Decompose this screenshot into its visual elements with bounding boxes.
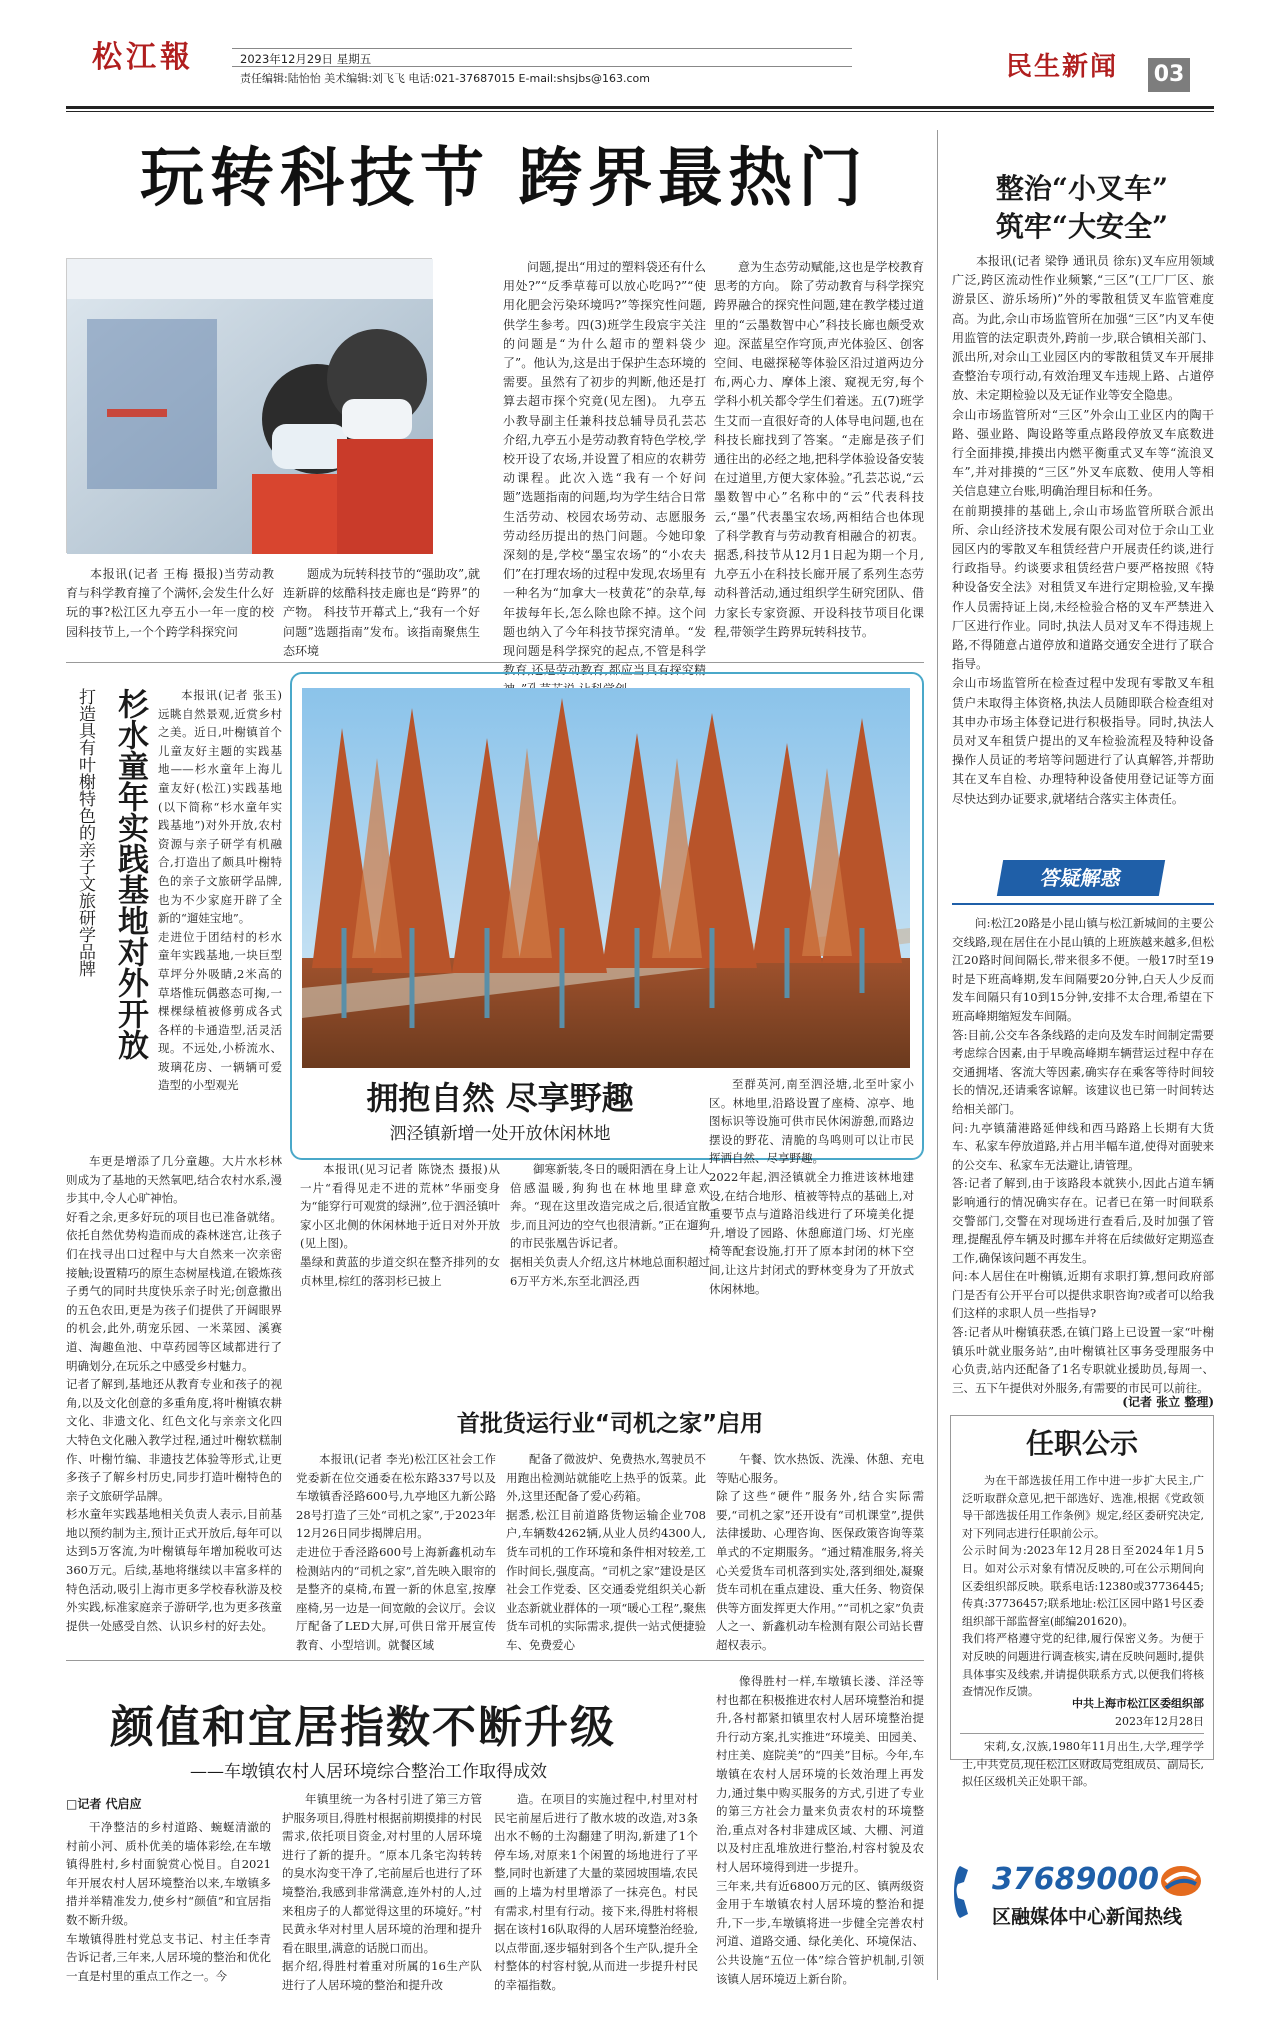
lead-col-2: 题成为玩转科技节的“强助攻”,就连新辟的炫酷科技走廊也是“跨界”的产物。 科技节开幕式上,“我有一个好问题”选题指南”发布。该指南聚焦生态环境 <box>283 567 480 658</box>
page-number: 03 <box>1148 58 1190 92</box>
forest-photo <box>302 688 910 1068</box>
nature-headline: 拥抱自然 尽享野趣 <box>366 1079 634 1117</box>
driver-headline: 首批货运行业“司机之家”启用 <box>456 1411 764 1437</box>
lead-col-3: 问题,提出“用过的塑料袋还有什么用处?”“反季草莓可以放心吃吗?”“使用化肥会污染环境吗?”等探究性问题,供学生参考。四(3)班学生段宸宇关注的问题是“为什么超市的塑料袋少了”。他认为,这是出于保护生态环境的需要。虽然有了初步的判断,他还是打算去超市探个究竟(见左图)。 九亭五小教导副主任兼科技总辅导员孔芸芯介绍,九亭五小是劳动教育特色学校,学校开设了农场,并设置了相应的农耕劳动课程。此次入选“我有一个好问题”选题指南的问题,均为学生结合日常生活劳动、校园农场劳动、志愿服务劳动经历提出的热门问题。今她印象深刻的是,学校“墨宝农场”的“小农夫们”在打理农场的过程中发现,农场里有一种名为“加拿大一枝黄花”的杂草,每年拔每年长,怎么除也除不掉。这个问题也纳入了今年科技节探究清单。“发现问题是科学探究的起点,不管是科学教育,还是劳动教育,都应当具有探究精 <box>503 260 706 678</box>
notice-body: 为在干部选拔任用工作中进一步扩大民主,广泛听取群众意见,把干部选好、选准,根据《党政领导干部选拔任用工作条例》规定,经区委研究决定,对下列同志进行任职前公示。 公示时间为:2023年12月28日至2024年1月5日。如对公示对象有情况反映的,可在公示期间向区委组织部反映。联系电话:12380或37736445;传真:37736457;联系地址:松江区园中路1号区委组织部干部监督室(邮编201620)。 我们将严格遵守党的纪律,履行保密义务。为便于对反映的问题进行调查核实,请在反映问题时,提供具体事实及线索,并请提供联系方式,以便我们将核查情况作反馈。 <box>962 1474 1204 1699</box>
lead-photo <box>66 258 432 553</box>
village-subtitle: ——车墩镇农村人居环境综合整治工作取得成效 <box>190 1762 547 1782</box>
village-col-3: 造。在项目的实施过程中,村里对村民宅前屋后进行了散水坡的改造,对3条出水不畅的土沟翻建了明沟,新建了1个停车场,对原来1个闲置的场地进行了平整,同时也新建了大量的菜园坡围墙,农民画的上墙为村里增添了一抹亮色。村民有需求,村里有行动。接下来,得胜村将根据在该村16队取得的人居环境整治经验,以点带面,逐步辐射到各个生产队,提升全村整体的村容村貌,从而进一步提升村民的幸福指数。 <box>494 1792 698 1992</box>
media-logo-icon <box>1160 1864 1202 1898</box>
nature-col-right: 至群英河,南至泗泾塘,北至叶家小区。林地里,沿路设置了座椅、凉亭、地图标识等设施可供市民休闲游憩,而路边摆设的野花、清脆的鸟鸣则可以让市民挥洒自然、尽享野趣。 2022年起,泗泾镇就全力推进该林地建设,在结合地形、植被等特点的基础上,对重要节点与道路沿线进行了环境美化提升,增设了园路、休憩廊道门场、灯光座椅等配套设施,打开了原本封闭的林下空间,让这片封闭式的野林变身为了开放式休闲林地。 <box>709 1077 914 1296</box>
kids-col-wide: 车更是增添了几分童趣。大片水杉林则成为了基地的天然氧吧,结合农村水系,漫步其中,令人心旷神怡。 好看之余,更多好玩的项目也已准备就绪。依托自然优势构造而成的森林迷宫,让孩子们在找寻出口过程中与大自然来一次亲密接触;设置精巧的原生态树屋栈道,在锻炼孩子勇气的同时共度快乐亲子时光;创意撒出的五色农田,更是为孩子们提供了开阔眼界的机会,此外,萌宠乐园、一米菜园、溪赛道、淘趣鱼池、中草药园等区域都进行了明确划分,在玩乐之中感受乡村魅力。 记者了解到,基地还从教育专业和孩子的视角,以及文化创意的多重角度,将叶榭镇农耕文化、非遗文化、红色文化与亲亲文化四大特色文化融入教学过程,通过叶榭软糕制作、叶榭竹编、非遗技艺体验等形式,让更多孩子了解乡村历史,同步打造叶榭特色的亲子文旅研学品牌。 杉水童年实践基地相关负责人表示,目前基地以预约制为主,预计正式开放后,每年可以达到5万客流,为叶榭镇每年增加税收可达360万元。后续,基地将继续以丰富多样的特色活动,吸引上海市更多学校春秋游及校外实践,标准家庭亲子游研学,也为更多孩童提供一处感受自然、认识乡村的好去处。 <box>66 1154 282 1633</box>
village-byline: □记者 代启应 <box>66 1797 142 1811</box>
issue-date: 2023年12月29日 星期五 <box>240 52 372 66</box>
section-name: 民生新闻 <box>1006 52 1119 82</box>
notice-org: 中共上海市松江区委组织部 <box>1072 1697 1204 1710</box>
kids-col-narrow: 本报讯(记者 张玉)远眺自然景观,近赏乡村之美。近日,叶榭镇首个儿童友好主题的实践基地——杉水童年上海儿童友好(松江)实践基地(以下简称“杉水童年实践基地”)对外开放,农村资源与亲子研学有机融合,打造出了颇具叶榭特色的亲子文旅研学品牌,也为不少家庭开辟了全新的“遛娃宝地”。 走进位于团结村的杉水童年实践基地,一块巨型草坪分外吸睛,2米高的草塔惟玩偶憨态可掬,一棵棵绿植被修剪成各式各样的卡通造型,活灵活现。不远处,小桥流水、玻璃花房、一辆辆可爱造型的小型观光 <box>158 688 282 1093</box>
notice-person: 宋莉,女,汉族,1980年11月出生,大学,理学学士,中共党员,现任松江区财政局党组成员、副局长,拟任区级机关正处职干部。 <box>962 1740 1204 1789</box>
forklift-article: 本报讯(记者 梁铮 通讯员 徐东)叉车应用领域广泛,跨区流动性作业频繁,“三区”(工厂厂区、旅游景区、游乐场所)”外的零散租赁叉车监管难度高。为此,佘山市场监管所在加强“三区”内叉车使用监管的法定职责外,跨前一步,联合镇相关部门、派出所,对佘山工业园区内的零散租赁叉车开展排查整治专项行动,有效治理叉车违规上路、占道停放、未定期检验以及无证作业等安全隐患。 佘山市场监管所对“三区”外佘山工业区内的陶干路、强业路、陶设路等重点路段停放叉车底数进行全面排摸,排摸出内燃平衡重式叉车等“流浪叉车”,并对排摸的“三区”外叉车底数、使用人等相关信息建立台账,明确治理目标和任务。 在前期摸排的基础上,佘山市场监管所联合派出所、佘山经济技术发展有限公司对位于佘山工业园区内的零散叉车租赁经营户开展责任约谈,进行行政指导。约谈要求租赁经营户要严格按照《特种设备安全法》对租赁叉车进行定期检验,叉车操作人员需持证上岗,未经检验合格的叉车严禁进入厂区进行作业。同时,执法人员对叉车不得违规上路,不得随意占道停放和道路交通安全进行了联合指导。 佘山市场监管所在检查过程中发现有零散叉车租赁户未取得主体资格,执法人员随即联合检查组对其申办市场主体登记进行积极指导。同时,执法人员对叉车租赁户提出的叉车检验流程及特种设备操作人员证的考培等问题进行了认真解答,并帮助其在叉车自检、办理特种设备使用登记证等方面尽快达到办证要求,就堵结合落实主体责任。 <box>952 254 1214 806</box>
kids-subtitle: 打造具有叶榭特色的亲子文旅研学品牌 <box>75 688 95 977</box>
nature-col-1: 本报讯(见习记者 陈饶杰 摄报)从一片“看得见走不进的荒林”华丽变身为“能穿行可观赏的绿洲”,位于泗泾镇叶家小区北侧的休闲林地于近日对外开放(见上图)。 墨绿和黄蓝的步道交织在整齐排列的女贞林里,棕红的落羽杉已披上 <box>300 1162 500 1288</box>
driver-col-2: 配备了微波炉、免费热水,驾驶员不用跑出检测站就能吃上热乎的饭菜。此外,这里还配备了爱心药箱。 据悉,松江目前道路货物运输企业708户,车辆数4262辆,从业人员约4300人,货车司机的工作环境和条件相对较差,工作时间长,强度高。“司机之家”建设是区社会工作党委、区交通委党组织关心新业态新就业群体的一项“暖心工程”,聚焦货车司机的实际需求,提供一站式便捷验车、免费爱心 <box>506 1452 706 1652</box>
village-col-2: 年镇里统一为各村引进了第三方管护服务项目,得胜村根据前期摸排的村民需求,依托项目资金,对村里的人居环境进行了新的提升。“原本几条宅沟转转的臭水沟变干净了,宅前屋后也进行了环境整治,我感到非常满意,连外村的人,过来租房子的人都觉得这里的环境好。”村民黄永华对村里人居环境的治理和提升看在眼里,满意的话脱口而出。 据介绍,得胜村着重对所属的16生产队进行了人居环境的整治和提升改 <box>282 1792 482 1992</box>
nature-subtitle: 泗泾镇新增一处开放休闲林地 <box>389 1124 611 1144</box>
phone-icon <box>950 1862 988 1922</box>
hotline-block <box>950 1852 1214 1956</box>
lead-headline: 玩转科技节 跨界最热门 <box>140 142 869 216</box>
notice-date: 2023年12月28日 <box>1115 1715 1204 1728</box>
hotline-label: 区融媒体中心新闻热线 <box>992 1906 1183 1928</box>
lead-col-1: 本报讯(记者 王梅 摄报)当劳动教育与科学教育撞了个满怀,会发生什么好玩的事?松江区九亭五小一年一度的校园科技节上,一个个跨学科探究问 <box>66 567 274 639</box>
village-col-4: 像得胜村一样,车墩镇长溇、洋泾等村也都在积极推进农村人居环境整治和提升,各村都紧扣镇里农村人居环境整治提升行动方案,扎实推进“环境美、田园美、村庄美、庭院美”的“四美”目标。今年,车墩镇在农村人居环境的长效治理上再发力,通过集中购买服务的方式,引进了专业的第三方社会力量来负责农村的环境整治,重点对各村非建成区域、大棚、河道以及村庄乱堆放进行整治,村容村貌及农村人居环境得到进一步提升。 三年来,共有近6800万元的区、镇两级资金用于车墩镇农村人居环境的整治和提升,下一步,车墩镇将进一步健全完善农村河道、道路交通、绿化美化、环境保洁、公共设施“五位一体”综合管护机制,引领该镇人居环境迈上新台阶。 <box>716 1674 924 1986</box>
hotline-number: 37689000 <box>992 1862 1159 1897</box>
kids-headline: 杉水童年实践基地对外开放 <box>112 688 148 1060</box>
driver-col-1: 本报讯(记者 李光)松江区社会工作党委新在位交通委在松东路337号以及车墩镇香泾路600号,九亭地区九新公路28号打造了三处“司机之家”,于2023年12月26日同步揭牌启用。 走进位于香泾路600号上海新鑫机动车检测站内的“司机之家”,首先映入眼帘的是整齐的桌椅,布置一新的休息室,按摩座椅,另一边是一间宽敞的会议厅。会议厅配备了LED大屏,可供日常开展宣传教育、小型培训。就餐区域 <box>296 1452 496 1652</box>
qa-signature: (记者 张立 整理) <box>1122 1395 1214 1409</box>
village-col-1: 干净整洁的乡村道路、蜿蜒清澈的村前小河、质朴优美的墙体彩绘,在车墩镇得胜村,乡村面貌赏心悦目。自2021年开展农村人居环境整治以来,车墩镇多措并举精准发力,使乡村“颜值”和宜居指数不断升级。 车墩镇得胜村党总支书记、村主任李青告诉记者,三年来,人居环境的整治和优化一直是村里的重点工作之一。今 <box>66 1820 271 1983</box>
qa-body: 问:松江20路是小昆山镇与松江新城间的主要公交线路,现在居住在小昆山镇的上班族越来越多,但松江20路时间间隔长,带来很多不便。一般17时至19时是下班高峰期,发车间隔要20分钟,白天人少反而发车间隔只有10到15分钟,安排不太合理,希望在下班高峰期缩短发车间隔。 答:目前,公交车各条线路的走向及发车时间制定需要考虑综合因素,由于早晚高峰期车辆营运过程中存在交通拥堵、客流大等因素,确实存在乘客等待时间较长的情况,还请乘客谅解。该建议也已第一时间转达给相关部门。 问:九亭镇蒲港路延伸线和西马路路上长期有大货车、私家车停放道路,并占用半幅车道,使得对面驶来的公交车、私家车无法避让,请管理。 答:记者了解到,由于该路段本就狭小,因此占道车辆影响通行的情况确实存在。记者已在第一时间联系交警部门,交警在对现场进行查看后,及时加强了管理,提醒乱停车辆及时挪车并将在后续做好定期巡查工作,确保该问题不再发生。 问:本人居住在叶榭镇,近期有求职打算,想问政府部门是否有公开平台可以提供求职咨询?或者可以给我们这样的求职人员一些指导? 答:记者从叶榭镇获悉,在镇门路上已设置一家“叶榭镇乐叶就业服务站”,由叶榭镇社区事务受理服务中心负责,站内还配备了1名专职就业援助员,每周一、三、五下午提供对外服务,有需要的市民可以前往。 <box>952 916 1214 1395</box>
nature-col-2: 御寒新装,冬日的暖阳洒在身上让人倍感温暖,狗狗也在林地里肆意欢奔。“现在这里改造完成之后,很适宜散步,而且河边的空气也很清新。”正在遛狗的市民张凰告诉记者。 据相关负责人介绍,这片林地总面积超过6万平方米,东至北泗泾,西 <box>510 1162 710 1288</box>
qa-badge: 答疑解惑 <box>997 860 1165 896</box>
village-headline: 颜值和宜居指数不断升级 <box>110 1702 616 1753</box>
notice-title: 任职公示 <box>1025 1427 1138 1460</box>
lead-col-4: 意为生态劳动赋能,这也是学校教育思考的方向。 除了劳动教育与科学探究跨界融合的探究性问题,建在教学楼过道里的“云墨数智中心”科技长廊也颇受欢迎。深蓝星空作穹顶,声光体验区、创客空间、电磁探秘等体验区沿过道两边分布,两心力、摩体上滚、窥视无穷,每个学科小机关都令学生们着迷。五(7)班学生艾而一直很好奇的人体导电问题,也在科技长廊找到了答案。“走廊是孩子们通往出的必经之地,把科学体验设备安装在过道里,方便大家体验。”孔芸芯说,“云墨数智中心”名称中的“云”代表科技云,“墨”代表墨宝农场,两相结合也体现了科学教育与劳动教育相融合的初衷。 据悉,科技节从12月1日起为期一个月,九亭五小在科技长廊开展了系列生态劳动科普活动,通过组织学生研究团队、借力家长专家资源、开设科技节项目化课程,带领学生跨界玩转科技节。 <box>714 260 924 639</box>
driver-col-3: 午餐、饮水热饭、洗澡、休憩、充电等贴心服务。 除了这些“硬件”服务外,结合实际需要,“司机之家”还开设有“司机课堂”,提供法律援助、心理咨询、医保政策咨询等菜单式的不定期服务。“通过精准服务,将关心关爱货车司机落到实处,落到细处,凝聚货车司机在重点建设、重大任务、物资保供等方面发挥更大作用。”“司机之家”负责人之一、新鑫机动车检测有限公司站长曹超权表示。 <box>716 1452 924 1652</box>
forklift-headline: 整治“小叉车” 筑牢“大安全” <box>995 172 1169 243</box>
newspaper-logo: 松江報 <box>92 40 194 75</box>
editor-line: 责任编辑:陆怡怡 美术编辑:刘飞飞 电话:021-37687015 E-mail:shsjbs@163.com <box>240 72 650 85</box>
